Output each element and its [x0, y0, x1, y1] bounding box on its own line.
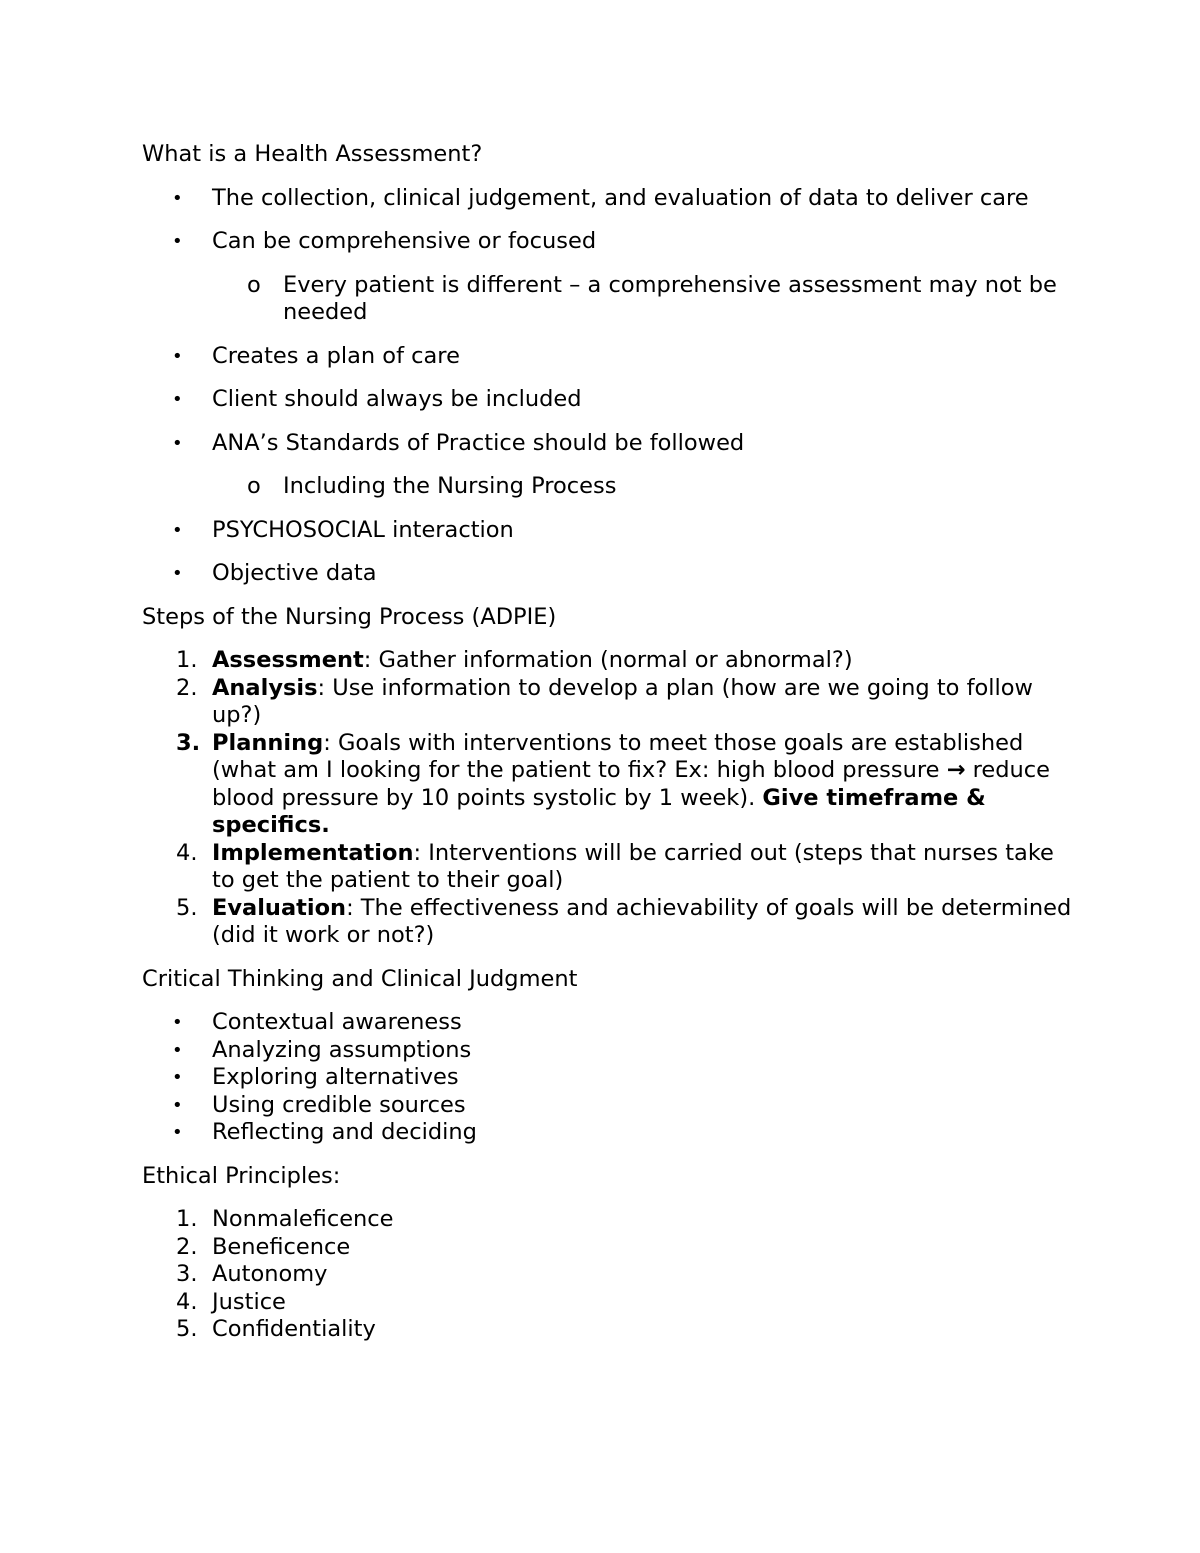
item-number: 2.	[176, 1233, 198, 1260]
step-term: Implementation	[212, 839, 414, 866]
numbered-item	[142, 895, 1072, 950]
item-number: 1.	[176, 1206, 198, 1232]
list-item	[142, 517, 1072, 545]
section-heading: What is a Health Assessment?	[142, 141, 483, 167]
list-item	[142, 1092, 1072, 1120]
sub-bullet-icon: o	[247, 271, 261, 298]
list-item-text: Exploring alternatives	[212, 1064, 459, 1090]
item-number: 4.	[176, 1288, 198, 1315]
bullet-icon: •	[172, 1067, 183, 1088]
step-text: : Goals with interventions to meet those goals are established (what am I looking for the patient to fix? Ex: high blood pressure	[212, 729, 1024, 783]
list-item-text: Client should always be included	[212, 386, 582, 412]
section-heading: Ethical Principles:	[142, 1162, 341, 1189]
list-item-text: PSYCHOSOCIAL interaction	[212, 516, 514, 543]
bullet-icon: •	[172, 1094, 183, 1116]
list-item-text: Reflecting and deciding	[212, 1119, 477, 1145]
list-item-text: Creates a plan of care	[212, 342, 460, 369]
list-item	[142, 1037, 1072, 1065]
bullet-icon: •	[172, 1122, 183, 1143]
list-item-text: Contextual awareness	[212, 1009, 462, 1035]
item-number: 3.	[176, 1261, 198, 1287]
bullet-icon: •	[172, 519, 183, 541]
list-item	[142, 560, 1072, 588]
list-item	[142, 386, 1072, 414]
sub-list-item	[142, 272, 1072, 327]
step-text: reduce blood pressure by 10 points systolic by 1 week).	[212, 757, 1050, 811]
numbered-item	[142, 1234, 1072, 1262]
sub-list-item	[142, 473, 1072, 501]
bullet-icon: •	[172, 187, 183, 209]
step-term: Assessment	[212, 647, 364, 673]
list-item-text: Objective data	[212, 560, 377, 586]
bullet-icon: •	[172, 1012, 183, 1033]
numbered-item	[142, 647, 1072, 675]
item-number: 2.	[176, 674, 198, 701]
document-page	[142, 141, 1072, 1344]
step-text: : Interventions will be carried out (steps that nurses take to get the patient to their goal)	[212, 839, 1054, 893]
item-number: 1.	[176, 647, 198, 673]
list-item-text: ANA’s Standards of Practice should be followed	[212, 429, 745, 456]
numbered-item	[142, 840, 1072, 895]
list-item-text: Beneficence	[212, 1233, 351, 1260]
step-text: : Use information to develop a plan (how are we going to follow up?)	[212, 674, 1033, 728]
list-item-text: Including the Nursing Process	[283, 473, 617, 499]
list-item-text: Nonmaleficence	[212, 1206, 394, 1232]
item-number: 5.	[176, 894, 198, 921]
list-item	[142, 343, 1072, 371]
numbered-item	[142, 1289, 1072, 1317]
list-item	[142, 1119, 1072, 1147]
step-term: Planning	[212, 729, 324, 756]
step-term: Evaluation	[212, 894, 347, 921]
section-heading: Steps of the Nursing Process (ADPIE)	[142, 603, 557, 630]
list-item-text: Can be comprehensive or focused	[212, 228, 597, 254]
bullet-icon: •	[172, 1039, 183, 1061]
section-heading: Critical Thinking and Clinical Judgment	[142, 965, 578, 992]
list-item	[142, 430, 1072, 458]
bullet-icon: •	[172, 231, 183, 252]
list-item-text: Analyzing assumptions	[212, 1036, 472, 1063]
step-text: : Gather information (normal or abnormal?)	[363, 647, 853, 673]
numbered-item	[142, 730, 1072, 840]
list-item-text: Using credible sources	[212, 1091, 466, 1118]
numbered-item	[142, 1261, 1072, 1289]
step-emphasis: Give timeframe & specifics.	[212, 784, 986, 838]
item-number: 4.	[176, 839, 198, 866]
bullet-icon: •	[172, 389, 183, 410]
list-item-text: The collection, clinical judgement, and evaluation of data to deliver care	[212, 184, 1029, 211]
list-item	[142, 1009, 1072, 1037]
sub-bullet-icon: o	[247, 473, 261, 499]
step-text: : The effectiveness and achievability of goals will be determined (did it work or not?)	[212, 894, 1072, 948]
list-item	[142, 228, 1072, 256]
item-number: 5.	[176, 1316, 198, 1342]
bullet-icon: •	[172, 563, 183, 584]
list-item-text: Every patient is different – a comprehensive assessment may not be needed	[283, 271, 1057, 325]
list-item	[142, 1064, 1072, 1092]
numbered-item	[142, 1316, 1072, 1344]
list-item	[142, 185, 1072, 213]
numbered-item	[142, 675, 1072, 730]
right-arrow-icon: →	[946, 757, 966, 783]
step-term: Analysis	[212, 674, 318, 701]
list-item-text: Confidentiality	[212, 1316, 376, 1342]
list-item-text: Justice	[212, 1288, 286, 1315]
bullet-icon: •	[172, 432, 183, 454]
bullet-icon: •	[172, 345, 183, 367]
numbered-item	[142, 1206, 1072, 1234]
item-number: 3.	[176, 729, 201, 756]
list-item-text: Autonomy	[212, 1261, 328, 1287]
